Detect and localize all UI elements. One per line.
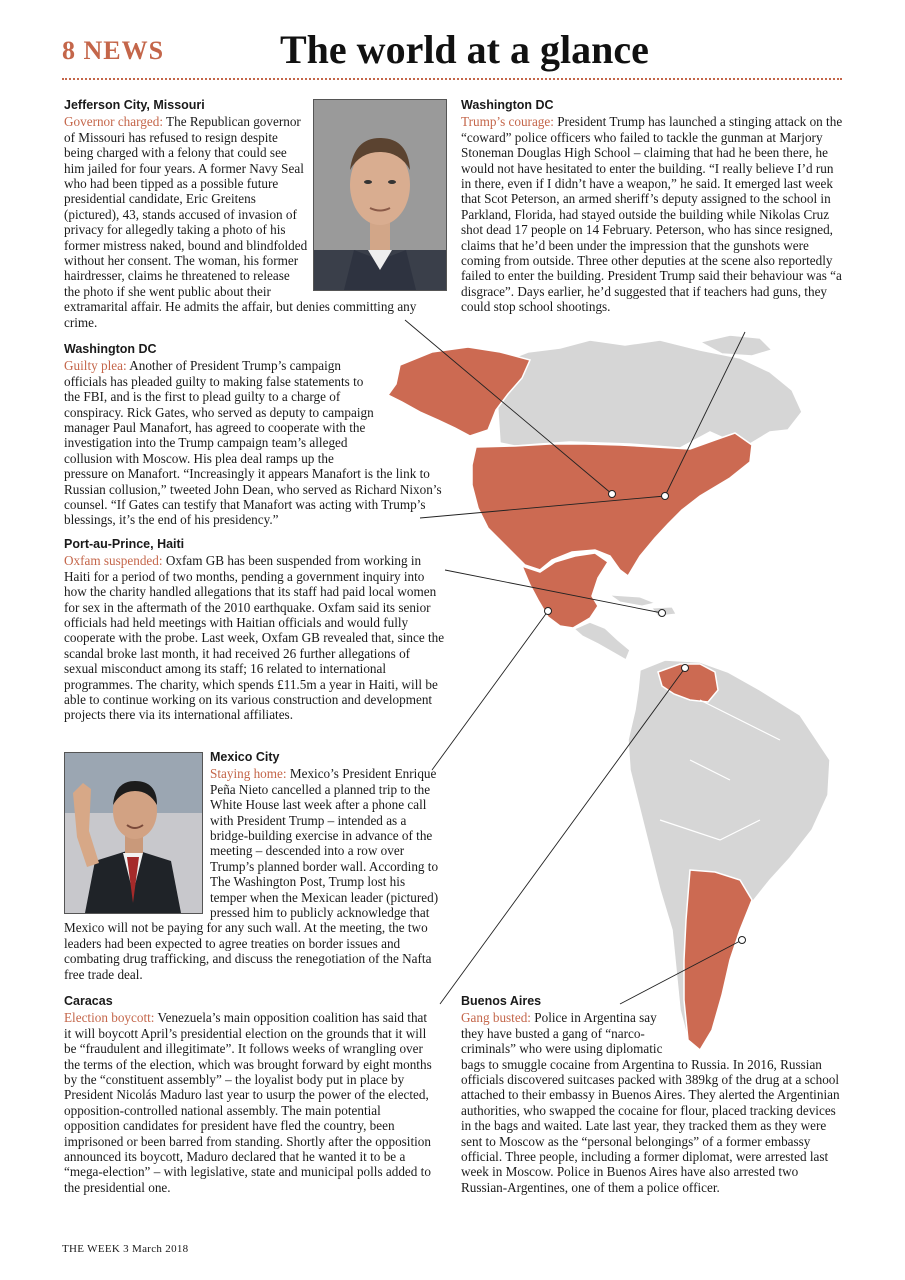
story-body: The Republican governor of Missouri has refused to resign despite being charged with a felony that could see him jailed for four years. A former Navy Seal who had been tipped as a possible future presidential candidate, Eric Greitens (pictured), 43, stands accused of invasion of privacy for allegedly taking a photo of his former mistress naked, bound and blindfolded without her consent. The woman, his former hairdresser, claims he threatened to release the photo if she went public about their extramarital affair. He admits the affair, but denies committing any crime. (64, 114, 417, 330)
story-washington-plea (64, 342, 444, 528)
story-body: President Trump has launched a stinging attack on the “coward” police officers who failed to tackle the gunman at Marjory Stoneman Douglas High School – claiming that had he been there, he would not have hesitated to enter the building. “I really believe I’d run in there, even if I didn’t have a weapon,” he said. It emerged last week that Scot Peterson, an armed sheriff’s deputy assigned to the school in Parkland, Florida, had stayed outside the building while Nikolas Cruz shot dead 17 people on 14 February. Peterson, who has since resigned, claims that he’d been under the impression that the gunshots were coming from outside. Three other deputies at the scene also reportedly failed to enter the building. President Trump said their behaviour was “a disgrace”. Days earlier, he’d suggested that if teachers had guns, they could stop school shootings. (461, 114, 843, 315)
photo-float-spacer (64, 750, 210, 914)
story-kicker: Election boycott: (64, 1010, 155, 1026)
page-footer (62, 1243, 188, 1255)
issue-date: 3 March 2018 (123, 1243, 189, 1255)
map-float-spacer (374, 342, 444, 452)
story-place: Port-au-Prince, Haiti (64, 537, 185, 551)
story-body: Oxfam GB has been suspended from working in Haiti for a period of two months, pending a government inquiry into how the charity handled allegations that its staff had paid local women for sex in the aftermath of the 2010 earthquake. Oxfam said its senior officials had held meetings with Haitian officials and would fully cooperate with the probe. Last week, Oxfam GB revealed that, since the scandal broke last month, it had received 26 further allegations of sexual misconduct among its staff; 16 related to international programmes. The charity, which spends £11.5m a year in Haiti, will be able to continue working on its various construction and development projects there via its international affiliates. (64, 553, 445, 723)
story-mexico-city (64, 750, 442, 982)
dot-washington (662, 493, 669, 500)
story-jefferson-city (64, 98, 424, 330)
page-title: The world at a glance (280, 27, 649, 72)
page-number-value: 8 (62, 36, 76, 65)
map-south-america (628, 660, 830, 1045)
story-washington-courage (461, 98, 843, 315)
dot-mexico-city (545, 608, 552, 615)
dot-jefferson (609, 491, 616, 498)
dot-caracas (682, 665, 689, 672)
section-name: NEWS (83, 36, 165, 65)
story-buenos-aires (461, 994, 843, 1195)
map-canada (495, 340, 802, 448)
story-kicker: Staying home: (210, 766, 287, 782)
publication-name: THE WEEK (62, 1243, 121, 1255)
map-float-spacer (663, 994, 843, 1054)
dot-buenos-aires (739, 937, 746, 944)
story-place: Mexico City (210, 750, 280, 764)
story-place: Washington DC (461, 98, 554, 112)
story-kicker: Oxfam suspended: (64, 553, 163, 569)
story-kicker: Trump’s courage: (461, 114, 554, 130)
story-body: Another of President Trump’s campaign officials has pleaded guilty to making false statements to the FBI, and is the first to plead guilty to a charge of conspiracy. Rick Gates, who served as deputy to campaign manager Paul Manafort, has agreed to cooperate with the investigation into the Trump campaign team’s alleged collusion with Moscow. His plea deal ramps up the pressure on Manafort. “Increasingly it appears Manafort is the link to Russian collusion,” tweeted John Dean, who served as Richard Nixon’s counsel. “If Gates can testify that Manafort was acting with Trump’s blessings, it’s the end of his presidency.” (64, 358, 442, 528)
story-place: Caracas (64, 994, 113, 1008)
story-place: Jefferson City, Missouri (64, 98, 205, 112)
photo-float-spacer (308, 98, 424, 293)
dot-haiti (659, 610, 666, 617)
story-body: Venezuela’s main opposition coalition has said that it will boycott April’s presidential election on the grounds that it will be “fraudulent and illegitimate”. It follows weeks of wrangling over the terms of the election, which was brought forward by eight months by the “constituent assembly” – the loyalist body put in place by President Nicolás Maduro last year to usurp the power of the elected, opposition-controlled national assembly. The main potential opposition candidates for president have fled the country, been imprisoned or been barred from standing. Shortly after the opposition announced its boycott, Maduro declared that he wanted it to be a “mega-election” – with legislative, state and municipal polls added to the presidential one. (64, 1010, 432, 1195)
story-body: Mexico’s President Enrique Peña Nieto cancelled a planned trip to the White House last week after a phone call with President Trump – intended as a bridge-building exercise in advance of the meeting – descended into a row over Trump’s planned border wall. According to The Washington Post, Trump lost his temper when the Mexican leader (pictured) pressed him to publicly acknowledge that Mexico will not be paying for any such wall. At the meeting, the two leaders had been expected to agree treaties on border issues and combating drug trafficking, and discuss the renegotiation of the Nafta free trade deal. (64, 766, 439, 982)
story-kicker: Gang busted: (461, 1010, 531, 1026)
story-body: Police in Argentina say they have busted a gang of “narco-criminals” who were using diplomatic bags to smuggle cocaine from Argentina to Russia. In 2016, Russian officials discovered suitcases packed with 389kg of the drug at a school attached to their embassy in Buenos Aires. They alerted the Argentinian authorities, who swapped the cocaine for flour, placed tracking devices in the bags and waited. Late last year, they tracked them as they were sent to Moscow as the “personal belongings” of a former embassy official. Three people, including a former diplomat, were arrested last week in Moscow. Police in Buenos Aires have also arrested two Russian-Argentines, one of them a police officer. (461, 1010, 840, 1195)
story-caracas (64, 994, 434, 1195)
map-central-america (574, 622, 630, 660)
map-usa (472, 433, 752, 576)
story-kicker: Guilty plea: (64, 358, 127, 374)
story-place: Buenos Aires (461, 994, 542, 1008)
story-haiti (64, 537, 446, 723)
story-place: Washington DC (64, 342, 157, 356)
story-kicker: Governor charged: (64, 114, 163, 130)
